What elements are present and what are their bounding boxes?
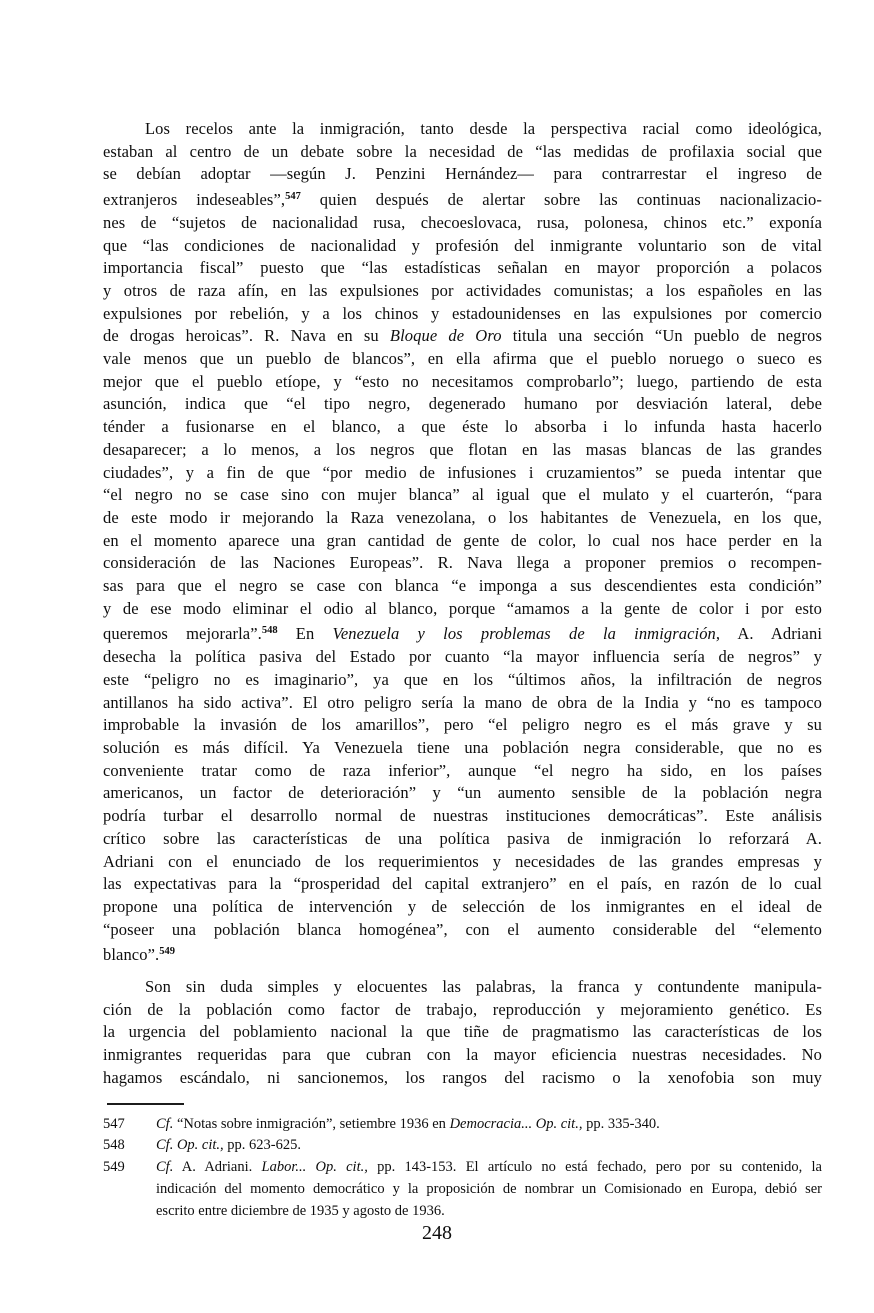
text-line xyxy=(103,828,822,851)
text-segment: improbable la invasión de los amarillos”, pero “el peligro negro es el más grave y su xyxy=(103,715,822,735)
text-line xyxy=(103,235,822,258)
text-line xyxy=(103,999,822,1022)
text-segment: vale menos que un pueblo de blancos”, en ella afirma que el pueblo noruego o sueco es xyxy=(103,349,822,369)
text-line xyxy=(103,530,822,553)
text-segment: las expectativas para la “prosperidad del capital extranjero” en el país, en razón de lo cual xyxy=(103,874,822,894)
text-segment: A. Adriani xyxy=(720,624,822,644)
footnote-text xyxy=(156,1114,822,1136)
text-line xyxy=(103,851,822,874)
footnote xyxy=(103,1114,822,1136)
text-line xyxy=(103,280,822,303)
text-segment: conveniente tratar como de raza inferior”, aunque “el negro ha sido, en los países xyxy=(103,760,822,780)
text-segment: asunción, indica que “el tipo negro, degenerado humano por desviación lateral, debe xyxy=(103,394,822,414)
text-line xyxy=(103,325,822,348)
text-line xyxy=(103,782,822,805)
paragraph-2 xyxy=(103,976,822,1090)
text-segment: A. Adriani. xyxy=(173,1159,262,1176)
text-segment: expulsiones por rebelión, y a los chinos y estadounidenses en las expulsiones por comercio xyxy=(103,303,822,323)
text-segment: propone una política de intervención y de selección de los inmigrantes en el ideal de xyxy=(103,896,822,916)
text-segment: en el momento aparece una gran cantidad de gente de color, lo cual nos hace perder en la xyxy=(103,530,822,550)
footnote-number: 547 xyxy=(103,1115,125,1132)
text-segment: titula una sección “Un pueblo de negros xyxy=(501,326,822,346)
italic-text: Democracia... Op. cit., xyxy=(449,1115,583,1132)
italic-text: Labor... Op. cit., xyxy=(261,1159,368,1176)
text-segment: extranjeros indeseables”, xyxy=(103,190,286,210)
text-line xyxy=(103,212,822,235)
text-line xyxy=(103,186,822,212)
footnote-separator xyxy=(107,1103,184,1105)
footnote xyxy=(103,1157,822,1222)
text-segment: quien después de alertar sobre las continuas nacionalizacio- xyxy=(300,190,822,210)
text-line xyxy=(103,737,822,760)
footnote-marker: 548 xyxy=(261,625,278,637)
text-line xyxy=(103,348,822,371)
text-line xyxy=(103,714,822,737)
text-segment: pp. 623-625. xyxy=(223,1137,302,1154)
text-segment: ciudades”, y a fin de que “por medio de infusiones i cruzamientos” se pueda intentar que xyxy=(103,462,822,482)
text-segment: este “peligro no es imaginario”, ya que en los “últimos años, la infiltración de negros xyxy=(103,669,822,689)
text-segment: pp. 335-340. xyxy=(582,1115,660,1132)
text-segment: consideración de las Naciones Europeas”. R. Nava llega a proponer premios o recompen- xyxy=(103,553,822,573)
text-line xyxy=(103,484,822,507)
footnote-text xyxy=(156,1157,822,1222)
text-line xyxy=(103,669,822,692)
text-line xyxy=(103,805,822,828)
text-segment: blanco”. xyxy=(103,945,160,965)
text-segment: Los recelos ante la inmigración, tanto desde la perspectiva racial como ideológica, xyxy=(145,119,822,138)
italic-text: Bloque de Oro xyxy=(389,326,502,346)
text-segment: hagamos escándalo, ni sancionemos, los rangos del racismo o la xenofobia son muy xyxy=(103,1067,822,1087)
text-segment: queremos mejorarla”. xyxy=(103,624,262,644)
text-line xyxy=(103,393,822,416)
text-line xyxy=(156,1179,822,1201)
body-text xyxy=(103,118,822,1223)
footnote-number: 548 xyxy=(103,1137,125,1154)
text-segment: se debían adoptar —según J. Penzini Hernández— para contrarrestar el ingreso de xyxy=(103,164,822,184)
paragraph-1 xyxy=(103,118,822,967)
text-line xyxy=(103,919,822,942)
text-segment: nes de “sujetos de nacionalidad rusa, checoeslovaca, rusa, polonesa, chinos etc.” exponía xyxy=(103,212,822,232)
italic-text: Cf. xyxy=(156,1159,174,1176)
text-line xyxy=(103,1044,822,1067)
text-segment: Son sin duda simples y elocuentes las palabras, la franca y contundente manipula- xyxy=(145,977,822,997)
text-line xyxy=(103,941,822,967)
text-line xyxy=(103,462,822,485)
text-line xyxy=(103,598,822,621)
text-segment: indicación del momento democrático y la proposición de nombrar un Comisionado en Europa, debió ser xyxy=(156,1180,822,1197)
text-segment: podría turbar el desarrollo normal de nuestras instituciones democráticas”. Este análisis xyxy=(103,806,822,826)
footnote-number: 549 xyxy=(103,1159,125,1176)
footnote-marker: 547 xyxy=(285,191,301,203)
text-line xyxy=(103,163,822,186)
text-segment: “Notas sobre inmigración”, setiembre 1936 en xyxy=(173,1115,450,1132)
footnote-marker: 549 xyxy=(159,946,175,958)
text-segment: “el negro no se case sino con mujer blanca” al igual que el mulato y el cuarterón, “para xyxy=(103,485,822,505)
text-segment: estaban al centro de un debate sobre la necesidad de “las medidas de profilaxia social que xyxy=(103,141,822,161)
text-line xyxy=(156,1114,822,1136)
footnote-text xyxy=(156,1135,822,1157)
text-segment: antillanos ha sido activa”. El otro peligro sería la mano de obra de la India y “no es tampoco xyxy=(103,692,822,712)
text-segment: y otros de raza afín, en las expulsiones por actividades comunistas; a los españoles en las xyxy=(103,280,822,300)
text-line xyxy=(103,1067,822,1090)
page-number: 248 xyxy=(422,1222,452,1244)
footnote xyxy=(103,1135,822,1157)
text-segment: ténder a fusionarse en el blanco, a que éste lo absorba i lo infunda hasta hacerlo xyxy=(103,417,822,437)
text-segment: la urgencia del poblamiento nacional la que tiñe de pragmatismo las características de los xyxy=(103,1022,822,1042)
text-segment: crítico sobre las características de una política pasiva de inmigración lo reforzará A. xyxy=(103,828,822,848)
text-segment: ción de la población como factor de trabajo, reproducción y mejoramiento genético. Es xyxy=(103,999,822,1019)
text-line xyxy=(103,507,822,530)
text-segment: desecha la política pasiva del Estado por cuanto “la mayor influencia sería de negros” y xyxy=(103,647,822,667)
text-segment: escrito entre diciembre de 1935 y agosto de 1936. xyxy=(156,1202,445,1219)
text-segment: desaparecer; a lo menos, a los negros que flotan en las masas blancas de las grandes xyxy=(103,439,822,459)
text-segment: sas para que el negro se case con blanca “e imponga a sus descendientes esta condición” xyxy=(103,576,822,596)
italic-text: Venezuela y los problemas de la inmigración, xyxy=(332,624,721,644)
text-line xyxy=(103,692,822,715)
footnotes xyxy=(103,1114,822,1223)
text-line xyxy=(103,439,822,462)
text-segment: solución es más difícil. Ya Venezuela tiene una población negra considerable, que no es xyxy=(103,737,822,757)
text-line xyxy=(156,1201,822,1223)
text-segment: que “las condiciones de nacionalidad y profesión del inmigrante voluntario son de vital xyxy=(103,235,822,255)
text-line xyxy=(103,257,822,280)
text-line xyxy=(103,416,822,439)
text-segment: y de ese modo eliminar el odio al blanco, porque “amamos a la gente de color i por esto xyxy=(103,598,822,618)
text-line xyxy=(156,1157,822,1179)
text-line xyxy=(103,141,822,164)
text-line xyxy=(103,552,822,575)
text-line xyxy=(103,1021,822,1044)
italic-text: Cf. xyxy=(156,1115,174,1132)
italic-text: Cf. Op. cit., xyxy=(156,1137,224,1154)
text-line xyxy=(103,976,822,999)
text-segment: de este modo ir mejorando la Raza venezolana, o los habitantes de Venezuela, en los que, xyxy=(103,507,822,527)
text-line xyxy=(103,646,822,669)
text-line xyxy=(103,575,822,598)
text-line xyxy=(103,896,822,919)
text-line xyxy=(103,303,822,326)
text-line xyxy=(103,873,822,896)
text-segment: americanos, un factor de deterioración” y “un aumento sensible de la población negra xyxy=(103,783,822,803)
text-segment: importancia fiscal” puesto que “las estadísticas señalan en mayor proporción a polacos xyxy=(103,258,822,278)
text-segment: inmigrantes requeridas para que cubran con la mayor eficiencia nuestras necesidades. No xyxy=(103,1045,822,1065)
text-segment: “poseer una población blanca homogénea”, con el aumento considerable del “elemento xyxy=(103,919,822,939)
text-segment: Adriani con el enunciado de los requerimientos y necesidades de las grandes empresas y xyxy=(103,851,822,871)
text-segment: mejor que el pueblo etíope, y “esto no necesitamos comprobarlo”; luego, partiendo de esta xyxy=(103,371,822,391)
text-segment: pp. 143-153. El artículo no está fechado, pero por su contenido, la xyxy=(367,1159,822,1176)
text-line xyxy=(103,371,822,394)
text-segment: de drogas heroicas”. R. Nava en su xyxy=(103,326,390,346)
text-line xyxy=(156,1135,822,1157)
text-line xyxy=(103,620,822,646)
text-line xyxy=(103,118,822,141)
text-segment: En xyxy=(277,624,333,644)
text-line xyxy=(103,760,822,783)
